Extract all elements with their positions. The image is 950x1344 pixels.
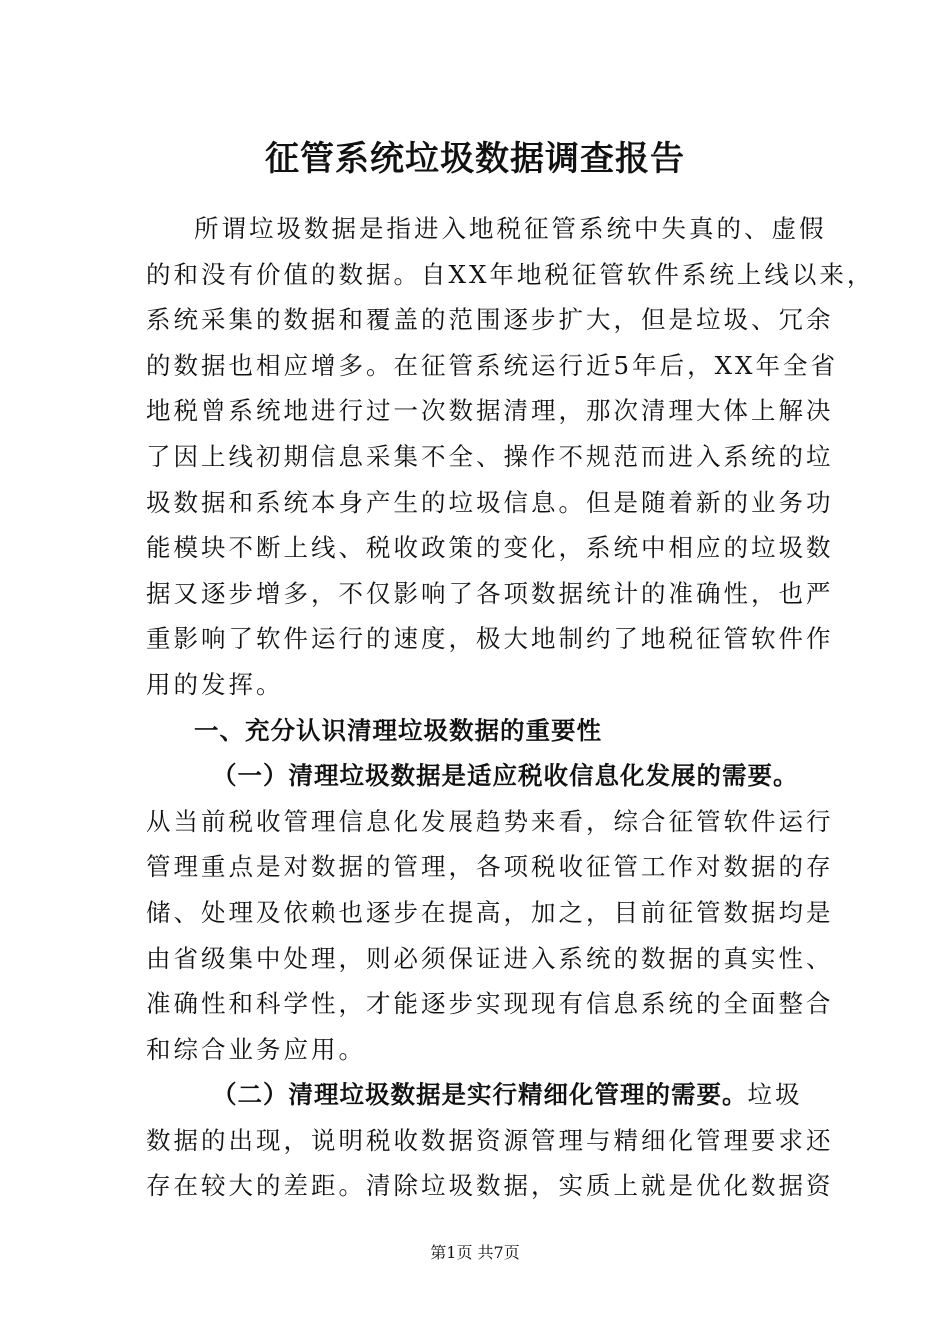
subsection-title: （一）清理垃圾数据是适应税收信息化发展的需要。 (212, 761, 799, 791)
subsection-line: 管理重点是对数据的管理，各项税收征管工作对数据的存 (146, 852, 834, 882)
document-title: 征管系统垃圾数据调查报告 (265, 139, 685, 179)
page-number: 第1页 共7页 (430, 1243, 520, 1262)
subsection-title: （二）清理垃圾数据是实行精细化管理的需要。 (212, 1080, 748, 1110)
subsection-title-row (146, 1072, 826, 1118)
subsection-line: 由省级集中处理，则必须保证进入系统的数据的真实性、 (146, 943, 834, 973)
intro-line: 地税曾系统地进行过一次数据清理，那次清理大体上解决 (146, 396, 834, 426)
intro-line: 圾数据和系统本身产生的垃圾信息。但是随着新的业务功 (146, 487, 834, 517)
intro-line: 所谓垃圾数据是指进入地税征管系统中失真的、虚假 (194, 214, 827, 243)
intro-line: 据又逐步增多，不仅影响了各项数据统计的准确性，也严 (146, 578, 834, 608)
subsection-line: 存在较大的差距。清除垃圾数据，实质上就是优化数据资 (146, 1171, 834, 1201)
subsection-line: 从当前税收管理信息化发展趋势来看，综合征管软件运行 (146, 806, 834, 836)
document-body (146, 206, 875, 1209)
intro-line: 重影响了软件运行的速度，极大地制约了地税征管软件作 (146, 624, 834, 654)
intro-line: 的数据也相应增多。在征管系统运行近5年后，XX年全省 (146, 350, 838, 380)
subsection-title-tail: 垃圾 (747, 1080, 803, 1110)
intro-line: 系统采集的数据和覆盖的范围逐步扩大，但是垃圾、冗余 (146, 305, 834, 335)
intro-line: 用的发挥。 (146, 669, 284, 699)
subsection-line: 准确性和科学性，才能逐步实现现有信息系统的全面整合 (146, 989, 834, 1019)
subsection-line: 数据的出现，说明税收数据资源管理与精细化管理要求还 (146, 1125, 834, 1155)
intro-line: 能模块不断上线、税收政策的变化，系统中相应的垃圾数 (146, 533, 834, 563)
intro-line: 的和没有价值的数据。自XX年地税征管软件系统上线以来， (146, 259, 875, 289)
subsection-line: 和综合业务应用。 (146, 1034, 366, 1064)
intro-line: 了因上线初期信息采集不全、操作不规范而进入系统的垃 (146, 441, 834, 471)
subsection-line: 储、处理及依赖也逐步在提高，加之，目前征管数据均是 (146, 897, 834, 927)
section-heading: 一、充分认识清理垃圾数据的重要性 (194, 715, 602, 745)
